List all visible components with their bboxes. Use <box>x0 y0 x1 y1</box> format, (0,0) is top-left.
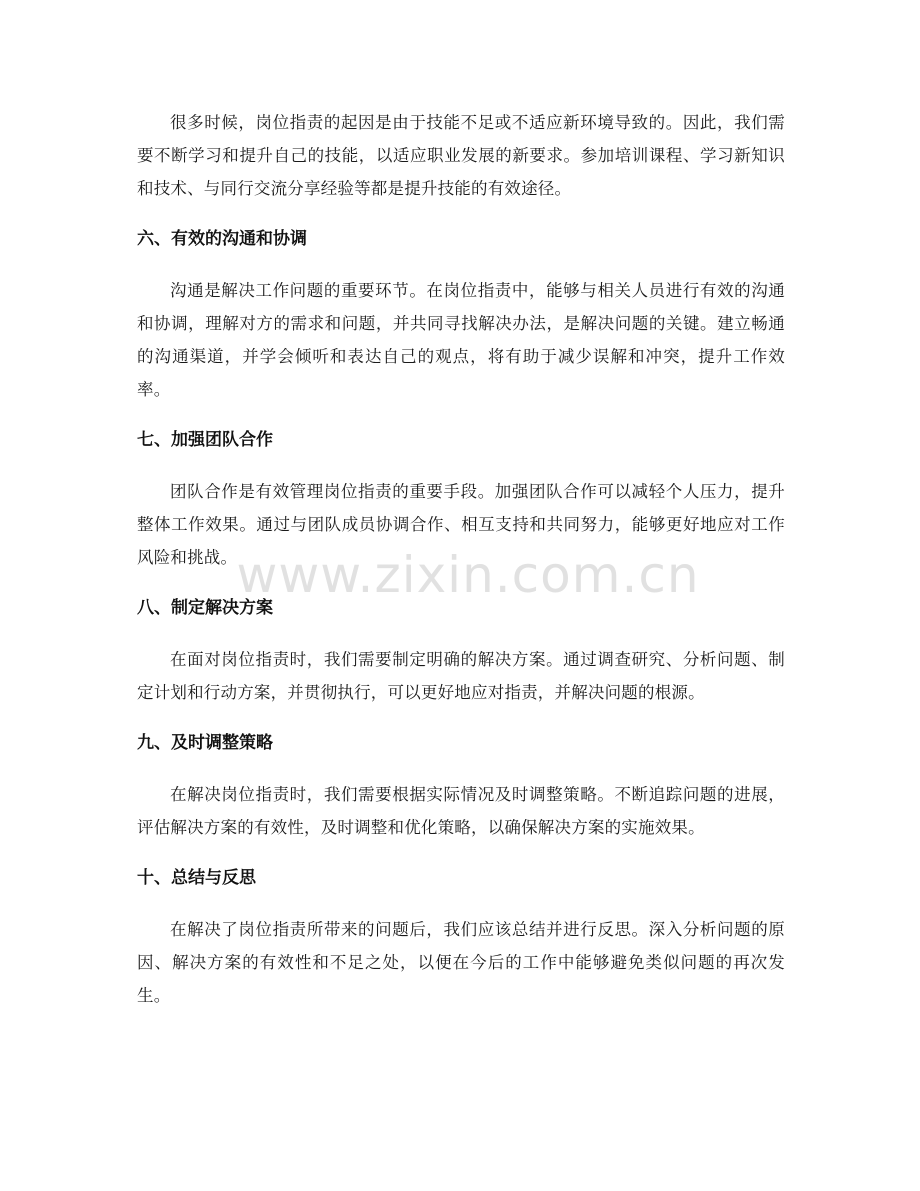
section-paragraph-8: 在面对岗位指责时，我们需要制定明确的解决方案。通过调查研究、分析问题、制定计划和行动方案，并贯彻执行，可以更好地应对指责，并解决问题的根源。 <box>137 650 785 702</box>
section-paragraph-6: 沟通是解决工作问题的重要环节。在岗位指责中，能够与相关人员进行有效的沟通和协调，理解对方的需求和问题，并共同寻找解决办法，是解决问题的关键。建立畅通的沟通渠道，并学会倾听和表达自己的观点，将有助于减少误解和冲突，提升工作效率。 <box>137 281 785 399</box>
section-heading-7: 七、加强团队合作 <box>137 430 273 450</box>
section-paragraph-10: 在解决了岗位指责所带来的问题后，我们应该总结并进行反思。深入分析问题的原因、解决方案的有效性和不足之处，以便在今后的工作中能够避免类似问题的再次发生。 <box>137 920 785 1005</box>
section-heading-9: 九、及时调整策略 <box>137 733 273 753</box>
section-heading-8: 八、制定解决方案 <box>137 598 273 618</box>
section-heading-10: 十、总结与反思 <box>137 868 256 888</box>
intro-paragraph: 很多时候，岗位指责的起因是由于技能不足或不适应新环境导致的。因此，我们需要不断学习和提升自己的技能，以适应职业发展的新要求。参加培训课程、学习新知识和技术、与同行交流分享经验等都是提升技能的有效途径。 <box>137 113 785 198</box>
document-body <box>137 106 785 1012</box>
section-heading-6: 六、有效的沟通和协调 <box>137 229 307 249</box>
watermark: www.zixin.com.cn <box>236 546 700 604</box>
section-paragraph-9: 在解决岗位指责时，我们需要根据实际情况及时调整策略。不断追踪问题的进展，评估解决方案的有效性，及时调整和优化策略，以确保解决方案的实施效果。 <box>137 785 785 837</box>
section-paragraph-7: 团队合作是有效管理岗位指责的重要手段。加强团队合作可以减轻个人压力，提升整体工作效果。通过与团队成员协调合作、相互支持和共同努力，能够更好地应对工作风险和挑战。 <box>137 482 785 567</box>
